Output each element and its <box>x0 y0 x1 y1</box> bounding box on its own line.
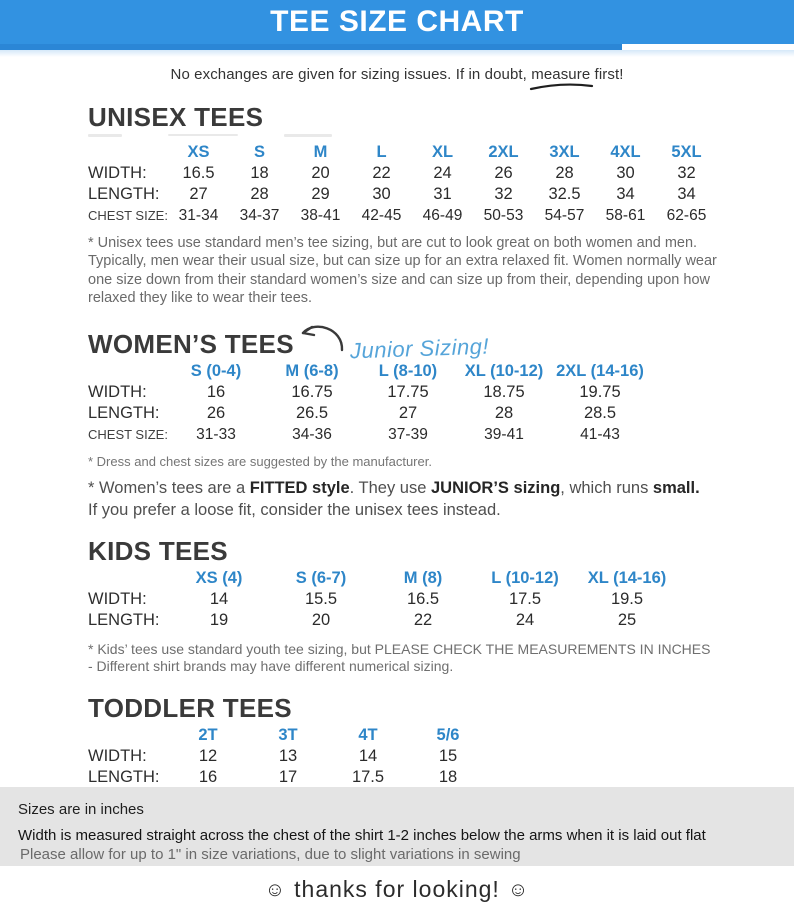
measurement-value: 62-65 <box>666 206 707 224</box>
table-row <box>88 205 717 226</box>
measurement-value: 12 <box>198 746 218 765</box>
measurement-value: 24 <box>515 610 535 629</box>
section-unisex <box>0 102 794 307</box>
measurement-value: 32 <box>494 185 513 203</box>
measurement-row-label: WIDTH: <box>88 746 147 765</box>
measurement-value: 13 <box>278 746 298 765</box>
size-column-header: XL (14-16) <box>587 568 667 587</box>
measurement-value: 42-45 <box>361 206 402 224</box>
measurement-value: 22 <box>413 610 433 629</box>
measurement-value: 34 <box>616 185 635 203</box>
womens-size-table <box>88 361 758 445</box>
table-row <box>88 589 678 610</box>
thanks-line <box>0 876 794 903</box>
kids-note <box>88 641 758 676</box>
measurement-value: 18 <box>438 767 458 786</box>
measurement-row-label: CHEST SIZE: <box>88 427 168 443</box>
measurement-row-label: LENGTH: <box>88 404 160 423</box>
table-row <box>88 163 717 184</box>
measurement-value: 24 <box>433 164 452 182</box>
notice-text-tail: first! <box>590 66 624 83</box>
notice-underlined-word <box>531 66 590 83</box>
unisex-size-table <box>88 142 758 226</box>
measurement-info-box <box>0 787 794 866</box>
table-corner-cell <box>88 725 168 746</box>
smiley-icon: ☺ <box>507 879 530 901</box>
fitted-note-bold: FITTED style <box>249 479 350 498</box>
measurement-value: 16.5 <box>182 164 215 182</box>
measurement-value: 20 <box>311 610 331 629</box>
measurement-row-label: LENGTH: <box>88 767 160 786</box>
kids-note-line1: * Kids’ tees use standard youth tee sizing, but PLEASE CHECK THE MEASUREMENTS IN INCHES <box>88 640 711 657</box>
measurement-value: 34 <box>677 185 696 203</box>
measurement-value: 28 <box>555 164 574 182</box>
fitted-note-text: . They use <box>349 479 431 498</box>
size-column-header: XL (10-12) <box>464 362 544 381</box>
fitted-note-text: If you prefer a loose fit, consider the unisex tees instead. <box>88 500 501 519</box>
measurement-row-label: CHEST SIZE: <box>88 208 168 223</box>
kids-heading: KIDS TEES <box>88 535 228 566</box>
size-column-header: XS (4) <box>195 568 243 587</box>
table-row <box>88 610 678 631</box>
section-womens <box>0 320 794 521</box>
measurement-value: 18.75 <box>483 383 525 402</box>
measurement-value: 16 <box>206 383 226 402</box>
notice-word-measure: measure <box>531 66 591 83</box>
measurement-row-label: LENGTH: <box>88 185 160 203</box>
measurement-value: 16.5 <box>406 589 440 608</box>
size-column-header: 5/6 <box>436 725 460 744</box>
table-corner-cell <box>88 142 168 163</box>
header-banner <box>0 0 794 44</box>
measurement-row-label: LENGTH: <box>88 610 160 629</box>
notice-text: No exchanges are given for sizing issues. If in doubt, <box>170 66 532 83</box>
womens-heading: WOMEN’S TEES <box>88 329 294 360</box>
size-column-header: S (6-7) <box>295 568 347 587</box>
size-column-header: 5XL <box>671 143 702 161</box>
size-column-header: L (8-10) <box>378 362 438 381</box>
measurement-value: 54-57 <box>544 206 585 224</box>
size-column-header: M (6-8) <box>285 362 339 381</box>
measurement-value: 16 <box>198 767 218 786</box>
measurement-row-label: WIDTH: <box>88 383 147 402</box>
sizes-in-inches-note: Sizes are in inches <box>18 801 144 818</box>
measurement-value: 34-37 <box>239 206 280 224</box>
measurement-value: 28 <box>250 185 269 203</box>
fitted-note-text: * Women’s tees are a <box>88 479 250 498</box>
size-column-header: L (10-12) <box>491 568 559 587</box>
table-row <box>88 403 648 424</box>
measurement-value: 31 <box>433 185 452 203</box>
fitted-note-text: , which runs <box>560 479 653 498</box>
exchange-notice <box>0 66 794 83</box>
junior-sizing-annotation <box>296 328 489 362</box>
measurement-value: 50-53 <box>483 206 524 224</box>
fitted-note-bold: small. <box>652 479 700 498</box>
size-table <box>88 142 717 226</box>
fitted-style-note <box>88 478 758 521</box>
measurement-value: 58-61 <box>605 206 646 224</box>
measurement-value: 34-36 <box>292 425 332 443</box>
measurement-value: 30 <box>616 164 635 182</box>
measurement-value: 14 <box>358 746 378 765</box>
measurement-value: 19.5 <box>610 589 644 608</box>
toddler-heading: TODDLER TEES <box>88 692 292 723</box>
table-row <box>88 382 648 403</box>
table-row <box>88 767 488 788</box>
measurement-value: 19.75 <box>579 383 621 402</box>
size-column-header: 2XL (14-16) <box>556 362 644 381</box>
measurement-value: 26.5 <box>295 404 329 423</box>
size-column-header: XL <box>431 143 454 161</box>
measurement-value: 17 <box>278 767 298 786</box>
size-column-header: 3XL <box>549 143 580 161</box>
table-row <box>88 746 488 767</box>
measurement-value: 37-39 <box>388 425 428 443</box>
underline-swoosh-icon <box>529 82 595 91</box>
size-column-header: 3T <box>278 725 298 744</box>
table-corner-cell <box>88 361 168 382</box>
header-banner-fade <box>0 50 794 57</box>
measurement-value: 39-41 <box>484 425 524 443</box>
size-table <box>88 725 488 788</box>
size-column-header: XS <box>187 143 210 161</box>
measurement-value: 27 <box>189 185 208 203</box>
measurement-value: 15.5 <box>304 589 338 608</box>
size-table <box>88 568 678 631</box>
measurement-value: 15 <box>438 746 458 765</box>
size-column-header: M <box>313 143 328 161</box>
measurement-value: 16.75 <box>291 383 333 402</box>
toddler-size-table <box>88 725 758 788</box>
size-table <box>88 361 648 445</box>
measurement-value: 30 <box>372 185 391 203</box>
unisex-heading: UNISEX TEES <box>88 102 264 132</box>
size-column-header: L <box>376 143 387 161</box>
size-column-header: M (8) <box>403 568 443 587</box>
measurement-value: 41-43 <box>580 425 620 443</box>
table-corner-cell <box>88 568 168 589</box>
measurement-row-label: WIDTH: <box>88 164 147 182</box>
measurement-value: 46-49 <box>422 206 463 224</box>
size-column-header: 4T <box>358 725 378 744</box>
measurement-value: 17.5 <box>351 767 385 786</box>
measurement-value: 14 <box>209 589 229 608</box>
measurement-value: 32 <box>677 164 696 182</box>
womens-heading-row <box>88 320 758 364</box>
fitted-note-bold: JUNIOR’S sizing <box>431 479 561 498</box>
size-column-header: 4XL <box>610 143 641 161</box>
section-toddler <box>0 693 794 788</box>
measurement-value: 27 <box>398 404 418 423</box>
section-kids <box>0 536 794 676</box>
size-column-header: S <box>253 143 265 161</box>
measurement-value: 28 <box>494 404 514 423</box>
measurement-value: 19 <box>209 610 229 629</box>
clipped-text-artifact <box>88 134 758 141</box>
measurement-value: 22 <box>372 164 391 182</box>
page-title: TEE SIZE CHART <box>270 5 524 38</box>
size-column-header: S (0-4) <box>190 362 242 381</box>
junior-sizing-label: Junior Sizing! <box>349 333 490 364</box>
measurement-value: 32.5 <box>548 185 581 203</box>
thanks-text: thanks for looking! <box>294 876 500 902</box>
measurement-value: 28.5 <box>583 404 617 423</box>
measurement-value: 17.5 <box>508 589 542 608</box>
size-column-header: 2XL <box>488 143 519 161</box>
curved-arrow-icon <box>296 320 348 354</box>
width-measure-note: Width is measured straight across the chest of the shirt 1-2 inches below the arms when it is laid out flat <box>18 827 706 844</box>
table-row <box>88 184 717 205</box>
measurement-value: 25 <box>617 610 637 629</box>
smiley-icon: ☺ <box>264 879 287 901</box>
measurement-row-label: WIDTH: <box>88 589 147 608</box>
size-column-header: 2T <box>198 725 218 744</box>
header-banner-strip <box>0 44 794 50</box>
unisex-note: * Unisex tees use standard men’s tee sizing, but are cut to look great on both women and men. Typically, men wear their usual size, but can size up for an extra relaxed fit. Women normally wear one size down from their standard women’s size and can size up from their, depending upon how relaxed they like to wear their tees. <box>88 235 717 306</box>
table-row <box>88 424 648 445</box>
measurement-value: 31-33 <box>196 425 236 443</box>
measurement-value: 26 <box>206 404 226 423</box>
measurement-value: 26 <box>494 164 513 182</box>
header-banner-notch <box>622 44 794 50</box>
measurement-value: 20 <box>311 164 330 182</box>
size-variation-note: Please allow for up to 1" in size variations, due to slight variations in sewing <box>20 846 521 863</box>
kids-note-line2: - Different shirt brands may have different numerical sizing. <box>88 658 454 675</box>
measurement-value: 17.75 <box>387 383 429 402</box>
manufacturer-note: * Dress and chest sizes are suggested by the manufacturer. <box>88 454 432 470</box>
measurement-value: 29 <box>311 185 330 203</box>
measurement-value: 31-34 <box>178 206 219 224</box>
measurement-value: 18 <box>250 164 269 182</box>
kids-size-table <box>88 568 758 631</box>
measurement-value: 38-41 <box>300 206 341 224</box>
